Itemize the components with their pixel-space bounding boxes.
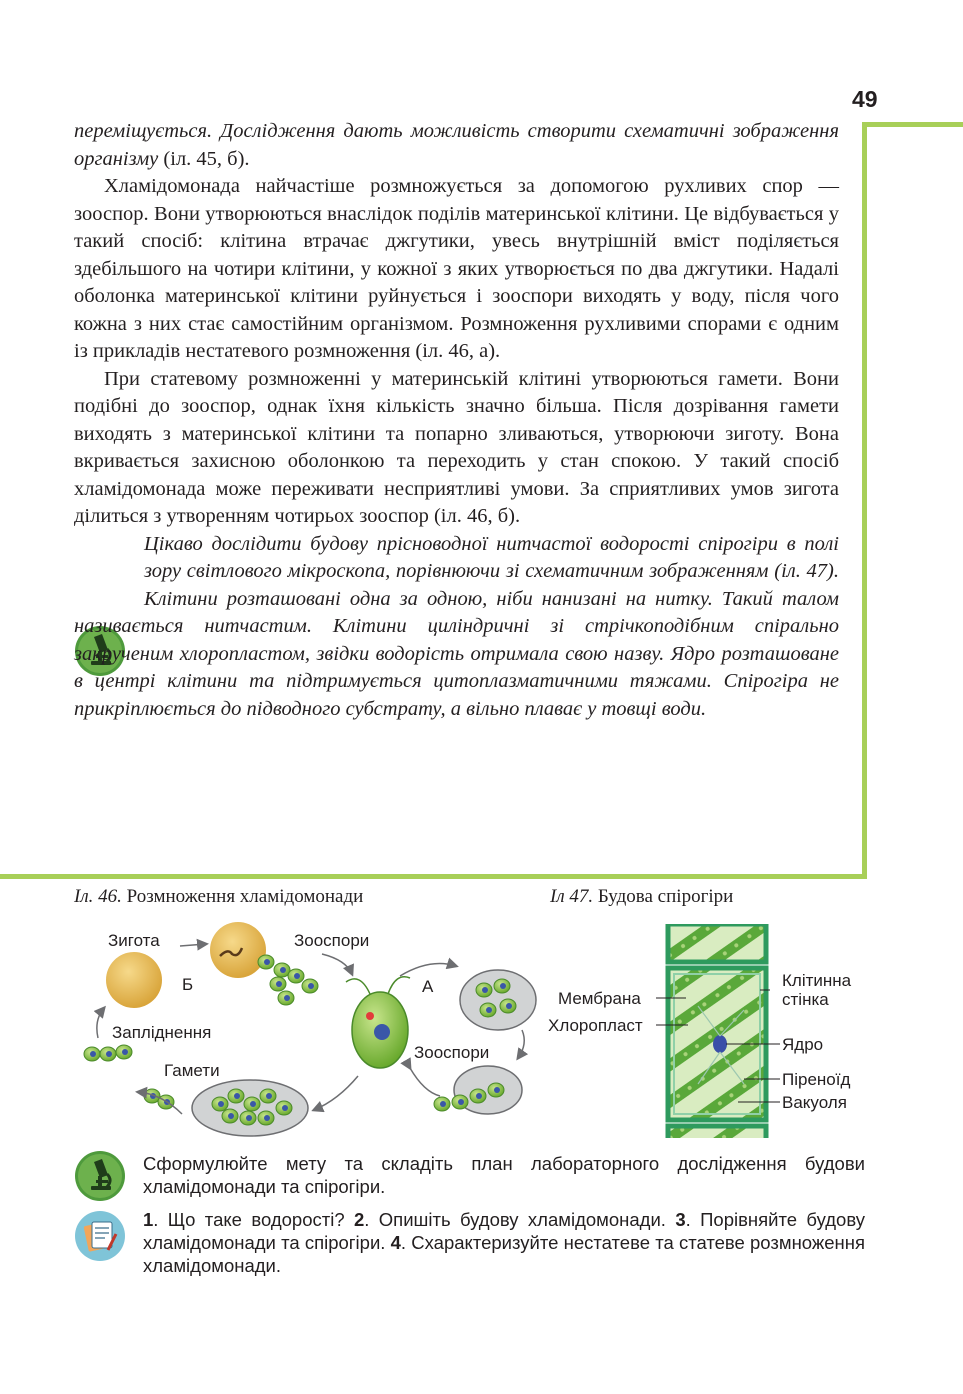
paragraph-1-italic: переміщується. Дослідження дають можливість створити схематичні зображення організму	[74, 120, 839, 170]
nucleus	[713, 1035, 727, 1053]
paragraph-1-ref: (іл. 45, б).	[158, 147, 250, 170]
notebook-icon	[74, 1210, 126, 1262]
paragraph-4	[74, 531, 839, 724]
paragraph-4-text: Цікаво дослідити будову прісноводної нитчастої водорості спірогіри в полі зору світлового мікроскопа, порівнюючи зі схематичним зображенням (іл. 47). Клітини розташовані одна за одною, ніби нанизані на нитку. Такий талом називається нитчастим. Клітини циліндричні зі стрічкоподібним спірально закрученим хлоропластом, звідки водорість отримала свою назву. Ядро розташоване в центрі клітини та підтримується цитоплазматичними тяжами. Спірогіра не прикріплюється до підводного субстрату, а вільно плаває у товщі води.	[74, 532, 839, 720]
main-text	[74, 118, 839, 723]
q3-text: . Порівняйте будову хламідомонади та спірогіри.	[143, 1209, 866, 1253]
label-cell-wall-2: стінка	[782, 990, 829, 1009]
q3-num: 3	[675, 1209, 686, 1230]
label-fertilization: Запліднення	[112, 1023, 212, 1042]
figure47-caption-text: Будова спірогіри	[593, 886, 734, 907]
questions	[143, 1208, 865, 1277]
label-zoospores-top: Зооспори	[294, 931, 370, 950]
figure46-diagram	[70, 918, 540, 1148]
page-number: 49	[852, 86, 878, 112]
lab-task: Сформулюйте мету та складіть план лабораторного дослідження будови хламідомонади та спірогіри.	[143, 1153, 865, 1197]
cell-bottom	[668, 1126, 766, 1138]
q1-text: . Що таке водорості?	[153, 1209, 354, 1230]
paragraph-2: Хламідомонада найчастіше розмножується за допомогою рухливих спор — зооспор. Вони утворюються внаслідок поділів материнської клітини. Це відбувається у такий спосіб: клітина втрачає джгутики, увесь внутрішній вміст поділяється здебільшого на чотири клітини, у кожної з яких утворюється по два джгутики. Надалі оболонка материнської клітини руйнується і зооспори виходять у воду, після чого кожна з них стає самостійним організмом. Розмноження рухливими спорами є одним із прикладів нестатевого розмноження (іл. 46, а).	[74, 175, 839, 362]
label-membrane: Мембрана	[558, 989, 641, 1008]
frame-top-border	[862, 122, 963, 127]
label-nucleus: Ядро	[782, 1035, 824, 1054]
cell-top	[668, 924, 766, 962]
label-b: Б	[182, 975, 194, 994]
label-gametes: Гамети	[164, 1061, 220, 1080]
label-cell-wall-1: Клітинна	[782, 971, 852, 990]
frame-right-border	[862, 122, 867, 879]
q4-text: . Схарактеризуйте нестатеве та статеве розмноження хламідомонади.	[143, 1232, 865, 1276]
mother-cell-a	[460, 970, 536, 1030]
paragraph-3: При статевому розмноженні у материнській клітині утворюються гамети. Вони подібні до зооспор, однак їхня кількість значно більша. Після дозрівання гамети виходять з материнської клітини та попарно зливаються, утворюючи зиготу. Вона вкривається захисною оболонкою та переходить у стан спокою. У такий спосіб хламідомонада може переживати несприятливі умови. За сприятливих умов зигота ділиться з утворенням чотирьох зооспор (іл. 46, б).	[74, 367, 839, 527]
label-a: А	[422, 977, 434, 996]
microscope-icon	[74, 1150, 126, 1202]
icon-spacer	[74, 531, 144, 613]
label-chloroplast: Хлоропласт	[548, 1016, 643, 1035]
label-vacuole: Вакуоля	[782, 1093, 847, 1112]
germinating-zygote	[210, 922, 266, 978]
label-zoospores-right: Зооспори	[414, 1043, 490, 1062]
q2-num: 2	[353, 1209, 365, 1230]
zygote-cell	[106, 952, 162, 1008]
figure46-caption-num: Іл. 46.	[74, 886, 122, 907]
frame-bottom-border	[0, 874, 867, 879]
q2-text: . Опишіть будову хламідомонади.	[364, 1209, 676, 1230]
label-zygote: Зигота	[108, 931, 160, 950]
q1-num: 1	[143, 1209, 154, 1230]
figure47-caption-num: Іл 47.	[550, 886, 594, 907]
paragraph-1	[74, 118, 839, 173]
figure46-caption-text: Розмноження хламідомонади	[121, 886, 364, 907]
figure47-caption	[550, 886, 733, 908]
label-pyrenoid: Піреноїд	[782, 1070, 851, 1089]
q4-num: 4	[390, 1232, 401, 1253]
figure46-caption	[74, 886, 363, 908]
figure47-diagram	[548, 924, 908, 1138]
